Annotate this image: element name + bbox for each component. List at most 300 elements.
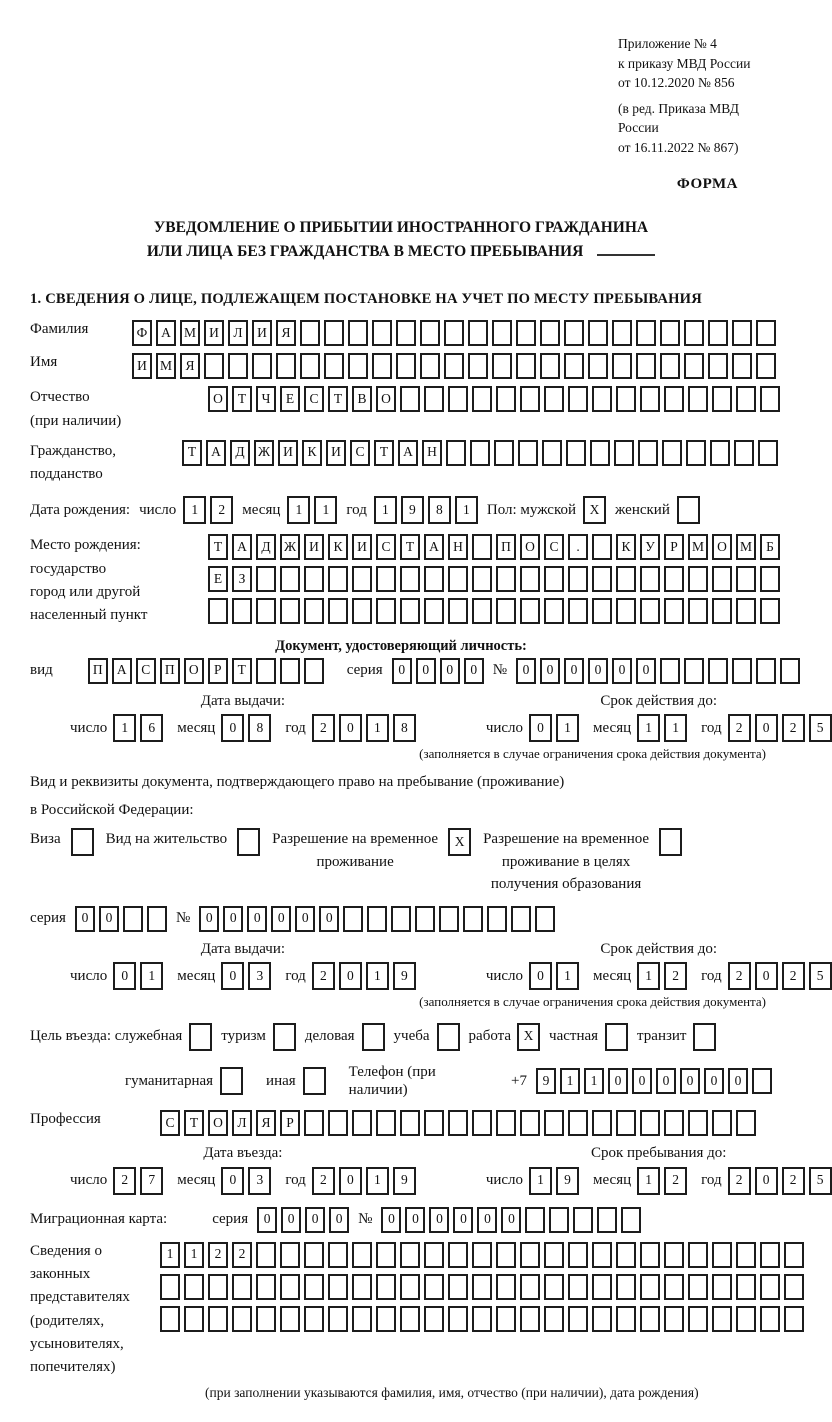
char-cell[interactable] xyxy=(549,1207,569,1233)
char-cell[interactable] xyxy=(228,353,248,379)
char-cell[interactable]: 0 xyxy=(305,1207,325,1233)
char-cell[interactable]: . xyxy=(568,534,588,560)
char-cell[interactable] xyxy=(616,386,636,412)
char-cell[interactable]: А xyxy=(232,534,252,560)
char-cell[interactable]: 9 xyxy=(536,1068,556,1094)
char-cell[interactable]: 0 xyxy=(257,1207,277,1233)
char-cell[interactable]: 1 xyxy=(637,1167,660,1195)
char-cell[interactable]: 1 xyxy=(455,496,478,524)
char-cell[interactable]: 1 xyxy=(664,714,687,742)
char-cell[interactable]: 0 xyxy=(339,1167,362,1195)
char-cell[interactable] xyxy=(756,353,776,379)
char-cell[interactable]: 1 xyxy=(556,962,579,990)
char-cell[interactable] xyxy=(568,598,588,624)
char-cell[interactable] xyxy=(352,1242,372,1268)
char-cell[interactable]: 0 xyxy=(588,658,608,684)
char-cell[interactable] xyxy=(621,1207,641,1233)
char-cell[interactable] xyxy=(304,598,324,624)
char-cell[interactable]: 0 xyxy=(656,1068,676,1094)
char-cell[interactable] xyxy=(544,1110,564,1136)
char-cell[interactable] xyxy=(448,1306,468,1332)
char-cell[interactable] xyxy=(352,1306,372,1332)
char-cell[interactable]: П xyxy=(496,534,516,560)
char-cell[interactable] xyxy=(256,1306,276,1332)
char-cell[interactable]: 0 xyxy=(199,906,219,932)
char-cell[interactable]: X xyxy=(583,496,606,524)
char-cell[interactable] xyxy=(616,1110,636,1136)
char-cell[interactable]: 2 xyxy=(728,714,751,742)
char-cell[interactable] xyxy=(352,598,372,624)
char-cell[interactable] xyxy=(760,1274,780,1300)
char-cell[interactable] xyxy=(688,1306,708,1332)
char-cell[interactable] xyxy=(147,906,167,932)
char-cell[interactable]: 8 xyxy=(248,714,271,742)
char-cell[interactable] xyxy=(710,440,730,466)
char-cell[interactable] xyxy=(496,1274,516,1300)
char-cell[interactable]: 1 xyxy=(366,962,389,990)
char-cell[interactable] xyxy=(544,1274,564,1300)
char-cell[interactable]: К xyxy=(328,534,348,560)
char-cell[interactable] xyxy=(780,658,800,684)
char-cell[interactable] xyxy=(664,1242,684,1268)
char-cell[interactable]: Р xyxy=(664,534,684,560)
char-cell[interactable] xyxy=(592,566,612,592)
char-cell[interactable]: 0 xyxy=(564,658,584,684)
char-cell[interactable]: А xyxy=(156,320,176,346)
char-cell[interactable] xyxy=(472,1306,492,1332)
char-cell[interactable] xyxy=(232,1274,252,1300)
char-cell[interactable] xyxy=(400,1274,420,1300)
char-cell[interactable] xyxy=(304,1274,324,1300)
char-cell[interactable] xyxy=(343,906,363,932)
char-cell[interactable] xyxy=(472,1274,492,1300)
char-cell[interactable]: А xyxy=(398,440,418,466)
char-cell[interactable] xyxy=(688,386,708,412)
char-cell[interactable]: Т xyxy=(184,1110,204,1136)
char-cell[interactable]: Ч xyxy=(256,386,276,412)
char-cell[interactable] xyxy=(684,320,704,346)
char-cell[interactable] xyxy=(208,1274,228,1300)
char-cell[interactable] xyxy=(494,440,514,466)
char-cell[interactable]: 0 xyxy=(453,1207,473,1233)
char-cell[interactable]: Л xyxy=(228,320,248,346)
char-cell[interactable] xyxy=(352,566,372,592)
char-cell[interactable]: 0 xyxy=(329,1207,349,1233)
char-cell[interactable]: Т xyxy=(232,658,252,684)
char-cell[interactable] xyxy=(760,598,780,624)
char-cell[interactable] xyxy=(328,1306,348,1332)
char-cell[interactable]: 0 xyxy=(540,658,560,684)
char-cell[interactable] xyxy=(612,353,632,379)
char-cell[interactable] xyxy=(686,440,706,466)
char-cell[interactable]: Е xyxy=(280,386,300,412)
char-cell[interactable]: Р xyxy=(208,658,228,684)
char-cell[interactable] xyxy=(448,386,468,412)
char-cell[interactable] xyxy=(400,566,420,592)
char-cell[interactable] xyxy=(712,1274,732,1300)
char-cell[interactable]: 1 xyxy=(140,962,163,990)
char-cell[interactable] xyxy=(590,440,610,466)
char-cell[interactable]: 1 xyxy=(374,496,397,524)
char-cell[interactable] xyxy=(396,320,416,346)
char-cell[interactable] xyxy=(736,1242,756,1268)
char-cell[interactable]: 0 xyxy=(632,1068,652,1094)
char-cell[interactable] xyxy=(712,1306,732,1332)
char-cell[interactable] xyxy=(420,320,440,346)
char-cell[interactable] xyxy=(352,1274,372,1300)
char-cell[interactable] xyxy=(708,320,728,346)
char-cell[interactable] xyxy=(597,1207,617,1233)
char-cell[interactable]: 0 xyxy=(728,1068,748,1094)
char-cell[interactable]: П xyxy=(160,658,180,684)
char-cell[interactable]: 5 xyxy=(809,714,832,742)
char-cell[interactable] xyxy=(496,1306,516,1332)
char-cell[interactable]: 5 xyxy=(809,1167,832,1195)
char-cell[interactable]: 0 xyxy=(429,1207,449,1233)
char-cell[interactable] xyxy=(518,440,538,466)
char-cell[interactable] xyxy=(660,658,680,684)
char-cell[interactable]: 3 xyxy=(248,962,271,990)
char-cell[interactable]: О xyxy=(712,534,732,560)
char-cell[interactable] xyxy=(544,1242,564,1268)
char-cell[interactable]: 0 xyxy=(612,658,632,684)
char-cell[interactable] xyxy=(588,320,608,346)
char-cell[interactable]: 0 xyxy=(392,658,412,684)
char-cell[interactable] xyxy=(400,598,420,624)
char-cell[interactable]: 9 xyxy=(556,1167,579,1195)
char-cell[interactable]: X xyxy=(448,828,471,856)
char-cell[interactable] xyxy=(492,320,512,346)
char-cell[interactable] xyxy=(496,1242,516,1268)
char-cell[interactable]: И xyxy=(278,440,298,466)
char-cell[interactable] xyxy=(232,598,252,624)
char-cell[interactable] xyxy=(544,1306,564,1332)
char-cell[interactable] xyxy=(208,1306,228,1332)
char-cell[interactable] xyxy=(376,598,396,624)
char-cell[interactable]: 7 xyxy=(140,1167,163,1195)
char-cell[interactable] xyxy=(400,386,420,412)
char-cell[interactable] xyxy=(496,386,516,412)
char-cell[interactable]: 0 xyxy=(529,962,552,990)
char-cell[interactable] xyxy=(424,566,444,592)
char-cell[interactable] xyxy=(520,1274,540,1300)
char-cell[interactable] xyxy=(304,658,324,684)
char-cell[interactable]: 0 xyxy=(704,1068,724,1094)
char-cell[interactable]: И xyxy=(204,320,224,346)
char-cell[interactable] xyxy=(568,1110,588,1136)
char-cell[interactable] xyxy=(525,1207,545,1233)
char-cell[interactable] xyxy=(544,598,564,624)
char-cell[interactable]: 0 xyxy=(529,714,552,742)
char-cell[interactable]: Л xyxy=(232,1110,252,1136)
char-cell[interactable]: 9 xyxy=(393,1167,416,1195)
char-cell[interactable] xyxy=(712,598,732,624)
char-cell[interactable] xyxy=(660,320,680,346)
char-cell[interactable]: Т xyxy=(374,440,394,466)
char-cell[interactable]: 0 xyxy=(319,906,339,932)
char-cell[interactable]: Т xyxy=(232,386,252,412)
char-cell[interactable] xyxy=(662,440,682,466)
char-cell[interactable] xyxy=(659,828,682,856)
char-cell[interactable] xyxy=(708,658,728,684)
char-cell[interactable] xyxy=(391,906,411,932)
char-cell[interactable]: И xyxy=(252,320,272,346)
char-cell[interactable] xyxy=(448,1274,468,1300)
char-cell[interactable] xyxy=(708,353,728,379)
char-cell[interactable] xyxy=(400,1306,420,1332)
char-cell[interactable] xyxy=(367,906,387,932)
char-cell[interactable]: 0 xyxy=(680,1068,700,1094)
char-cell[interactable]: Я xyxy=(180,353,200,379)
char-cell[interactable] xyxy=(734,440,754,466)
char-cell[interactable] xyxy=(684,353,704,379)
char-cell[interactable] xyxy=(468,320,488,346)
char-cell[interactable]: М xyxy=(688,534,708,560)
char-cell[interactable] xyxy=(612,320,632,346)
char-cell[interactable] xyxy=(256,658,276,684)
char-cell[interactable]: А xyxy=(206,440,226,466)
char-cell[interactable]: 0 xyxy=(464,658,484,684)
char-cell[interactable] xyxy=(677,496,700,524)
char-cell[interactable] xyxy=(736,566,756,592)
char-cell[interactable] xyxy=(712,1110,732,1136)
char-cell[interactable]: 2 xyxy=(312,962,335,990)
char-cell[interactable] xyxy=(437,1023,460,1051)
char-cell[interactable]: 5 xyxy=(809,962,832,990)
char-cell[interactable] xyxy=(511,906,531,932)
char-cell[interactable]: 2 xyxy=(782,1167,805,1195)
char-cell[interactable]: У xyxy=(640,534,660,560)
char-cell[interactable]: З xyxy=(232,566,252,592)
char-cell[interactable]: С xyxy=(544,534,564,560)
char-cell[interactable] xyxy=(424,1110,444,1136)
char-cell[interactable] xyxy=(468,353,488,379)
char-cell[interactable]: 2 xyxy=(728,1167,751,1195)
char-cell[interactable]: 0 xyxy=(636,658,656,684)
char-cell[interactable] xyxy=(540,320,560,346)
char-cell[interactable]: Т xyxy=(400,534,420,560)
char-cell[interactable] xyxy=(487,906,507,932)
char-cell[interactable] xyxy=(273,1023,296,1051)
char-cell[interactable] xyxy=(328,566,348,592)
char-cell[interactable] xyxy=(592,1306,612,1332)
char-cell[interactable] xyxy=(300,320,320,346)
char-cell[interactable]: 0 xyxy=(501,1207,521,1233)
char-cell[interactable] xyxy=(752,1068,772,1094)
char-cell[interactable]: О xyxy=(520,534,540,560)
char-cell[interactable] xyxy=(303,1067,326,1095)
char-cell[interactable]: 2 xyxy=(664,962,687,990)
char-cell[interactable]: К xyxy=(616,534,636,560)
char-cell[interactable] xyxy=(736,1274,756,1300)
char-cell[interactable] xyxy=(664,598,684,624)
char-cell[interactable]: 1 xyxy=(160,1242,180,1268)
char-cell[interactable] xyxy=(756,320,776,346)
char-cell[interactable] xyxy=(540,353,560,379)
char-cell[interactable]: 0 xyxy=(755,962,778,990)
char-cell[interactable] xyxy=(220,1067,243,1095)
char-cell[interactable]: 8 xyxy=(393,714,416,742)
char-cell[interactable]: 3 xyxy=(248,1167,271,1195)
char-cell[interactable] xyxy=(542,440,562,466)
char-cell[interactable]: 1 xyxy=(560,1068,580,1094)
char-cell[interactable]: Ж xyxy=(254,440,274,466)
char-cell[interactable] xyxy=(736,598,756,624)
char-cell[interactable] xyxy=(256,1242,276,1268)
char-cell[interactable] xyxy=(448,598,468,624)
char-cell[interactable] xyxy=(616,1306,636,1332)
char-cell[interactable] xyxy=(463,906,483,932)
char-cell[interactable]: С xyxy=(136,658,156,684)
char-cell[interactable] xyxy=(520,598,540,624)
char-cell[interactable] xyxy=(446,440,466,466)
char-cell[interactable] xyxy=(448,1110,468,1136)
char-cell[interactable] xyxy=(376,1110,396,1136)
char-cell[interactable] xyxy=(444,320,464,346)
char-cell[interactable] xyxy=(664,1110,684,1136)
char-cell[interactable]: X xyxy=(517,1023,540,1051)
char-cell[interactable] xyxy=(376,1306,396,1332)
char-cell[interactable]: 6 xyxy=(140,714,163,742)
char-cell[interactable]: 0 xyxy=(223,906,243,932)
char-cell[interactable] xyxy=(784,1242,804,1268)
char-cell[interactable]: 2 xyxy=(113,1167,136,1195)
char-cell[interactable]: 1 xyxy=(184,1242,204,1268)
char-cell[interactable] xyxy=(300,353,320,379)
char-cell[interactable]: Ж xyxy=(280,534,300,560)
char-cell[interactable]: 9 xyxy=(393,962,416,990)
char-cell[interactable] xyxy=(616,566,636,592)
char-cell[interactable]: А xyxy=(424,534,444,560)
char-cell[interactable] xyxy=(616,1242,636,1268)
char-cell[interactable] xyxy=(472,534,492,560)
char-cell[interactable] xyxy=(324,353,344,379)
char-cell[interactable]: 1 xyxy=(556,714,579,742)
char-cell[interactable]: 0 xyxy=(339,714,362,742)
char-cell[interactable] xyxy=(280,1274,300,1300)
char-cell[interactable] xyxy=(592,598,612,624)
char-cell[interactable] xyxy=(256,1274,276,1300)
char-cell[interactable]: А xyxy=(112,658,132,684)
char-cell[interactable]: И xyxy=(352,534,372,560)
char-cell[interactable] xyxy=(362,1023,385,1051)
char-cell[interactable]: 2 xyxy=(728,962,751,990)
char-cell[interactable]: И xyxy=(326,440,346,466)
char-cell[interactable] xyxy=(520,566,540,592)
char-cell[interactable]: С xyxy=(304,386,324,412)
char-cell[interactable] xyxy=(640,598,660,624)
char-cell[interactable]: 0 xyxy=(247,906,267,932)
char-cell[interactable] xyxy=(664,1274,684,1300)
char-cell[interactable]: Ф xyxy=(132,320,152,346)
char-cell[interactable] xyxy=(184,1274,204,1300)
char-cell[interactable] xyxy=(760,1242,780,1268)
char-cell[interactable]: 0 xyxy=(440,658,460,684)
char-cell[interactable] xyxy=(760,1306,780,1332)
char-cell[interactable]: 0 xyxy=(281,1207,301,1233)
char-cell[interactable] xyxy=(280,1306,300,1332)
char-cell[interactable]: 9 xyxy=(401,496,424,524)
char-cell[interactable]: Д xyxy=(256,534,276,560)
char-cell[interactable] xyxy=(304,566,324,592)
char-cell[interactable] xyxy=(376,566,396,592)
char-cell[interactable] xyxy=(688,1110,708,1136)
char-cell[interactable] xyxy=(472,566,492,592)
char-cell[interactable] xyxy=(664,386,684,412)
char-cell[interactable]: 2 xyxy=(782,962,805,990)
char-cell[interactable] xyxy=(304,1306,324,1332)
char-cell[interactable]: 0 xyxy=(405,1207,425,1233)
char-cell[interactable]: И xyxy=(132,353,152,379)
char-cell[interactable] xyxy=(304,1242,324,1268)
char-cell[interactable] xyxy=(688,598,708,624)
char-cell[interactable] xyxy=(736,1306,756,1332)
char-cell[interactable] xyxy=(568,386,588,412)
char-cell[interactable] xyxy=(348,320,368,346)
char-cell[interactable]: М xyxy=(156,353,176,379)
char-cell[interactable]: 0 xyxy=(113,962,136,990)
char-cell[interactable] xyxy=(123,906,143,932)
char-cell[interactable] xyxy=(420,353,440,379)
char-cell[interactable] xyxy=(640,1110,660,1136)
char-cell[interactable] xyxy=(544,566,564,592)
char-cell[interactable]: 1 xyxy=(637,714,660,742)
char-cell[interactable] xyxy=(760,566,780,592)
char-cell[interactable] xyxy=(256,598,276,624)
char-cell[interactable] xyxy=(712,566,732,592)
char-cell[interactable] xyxy=(496,1110,516,1136)
char-cell[interactable] xyxy=(568,1274,588,1300)
char-cell[interactable]: 8 xyxy=(428,496,451,524)
char-cell[interactable] xyxy=(544,386,564,412)
char-cell[interactable] xyxy=(372,353,392,379)
char-cell[interactable] xyxy=(424,1242,444,1268)
char-cell[interactable] xyxy=(520,1306,540,1332)
char-cell[interactable] xyxy=(566,440,586,466)
char-cell[interactable] xyxy=(324,320,344,346)
char-cell[interactable] xyxy=(636,353,656,379)
char-cell[interactable] xyxy=(688,566,708,592)
char-cell[interactable] xyxy=(736,1110,756,1136)
char-cell[interactable] xyxy=(439,906,459,932)
char-cell[interactable]: О xyxy=(208,386,228,412)
char-cell[interactable]: С xyxy=(160,1110,180,1136)
char-cell[interactable] xyxy=(71,828,94,856)
char-cell[interactable] xyxy=(688,1242,708,1268)
char-cell[interactable] xyxy=(640,566,660,592)
char-cell[interactable] xyxy=(496,566,516,592)
char-cell[interactable] xyxy=(376,1274,396,1300)
char-cell[interactable]: 1 xyxy=(584,1068,604,1094)
char-cell[interactable] xyxy=(472,598,492,624)
char-cell[interactable] xyxy=(592,386,612,412)
char-cell[interactable] xyxy=(640,1274,660,1300)
char-cell[interactable] xyxy=(568,1242,588,1268)
char-cell[interactable] xyxy=(280,598,300,624)
char-cell[interactable] xyxy=(280,1242,300,1268)
char-cell[interactable] xyxy=(400,1242,420,1268)
char-cell[interactable]: Т xyxy=(328,386,348,412)
char-cell[interactable] xyxy=(280,658,300,684)
char-cell[interactable] xyxy=(516,320,536,346)
char-cell[interactable] xyxy=(328,598,348,624)
char-cell[interactable] xyxy=(424,598,444,624)
char-cell[interactable]: М xyxy=(180,320,200,346)
char-cell[interactable] xyxy=(605,1023,628,1051)
char-cell[interactable]: 0 xyxy=(608,1068,628,1094)
char-cell[interactable] xyxy=(520,1242,540,1268)
char-cell[interactable] xyxy=(640,386,660,412)
